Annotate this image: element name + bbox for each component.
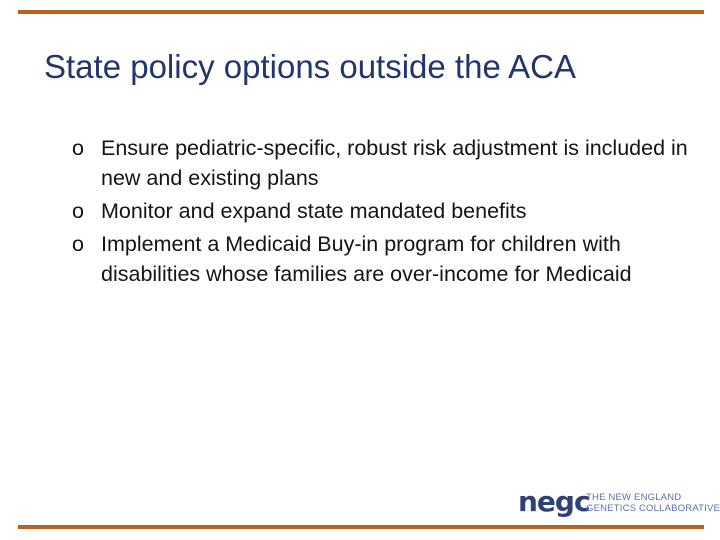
bullet-marker-icon: o xyxy=(72,136,84,160)
logo-line-1: THE NEW ENGLAND xyxy=(586,492,682,503)
logo-line-2: GENETICS COLLABORATIVE xyxy=(586,503,720,514)
bullet-item xyxy=(72,133,692,193)
negc-logo xyxy=(518,485,720,520)
bullet-marker-icon: o xyxy=(72,199,84,223)
bullet-marker-icon: o xyxy=(72,232,84,256)
bullet-text: Monitor and expand state mandated benefits xyxy=(101,199,527,223)
slide-title: State policy options outside the ACA xyxy=(44,48,576,85)
bullet-item xyxy=(72,196,692,226)
bullet-item xyxy=(72,229,692,289)
bottom-divider xyxy=(18,525,704,529)
logo-mark: negc xyxy=(518,485,590,518)
logo-text xyxy=(586,492,720,514)
bullet-text: Implement a Medicaid Buy-in program for children with disabilities whose families are over-income for Medicaid xyxy=(101,232,632,286)
top-divider xyxy=(18,10,704,14)
bullet-text: Ensure pediatric-specific, robust risk adjustment is included in new and existing plans xyxy=(101,136,688,190)
bullet-list xyxy=(72,133,692,292)
